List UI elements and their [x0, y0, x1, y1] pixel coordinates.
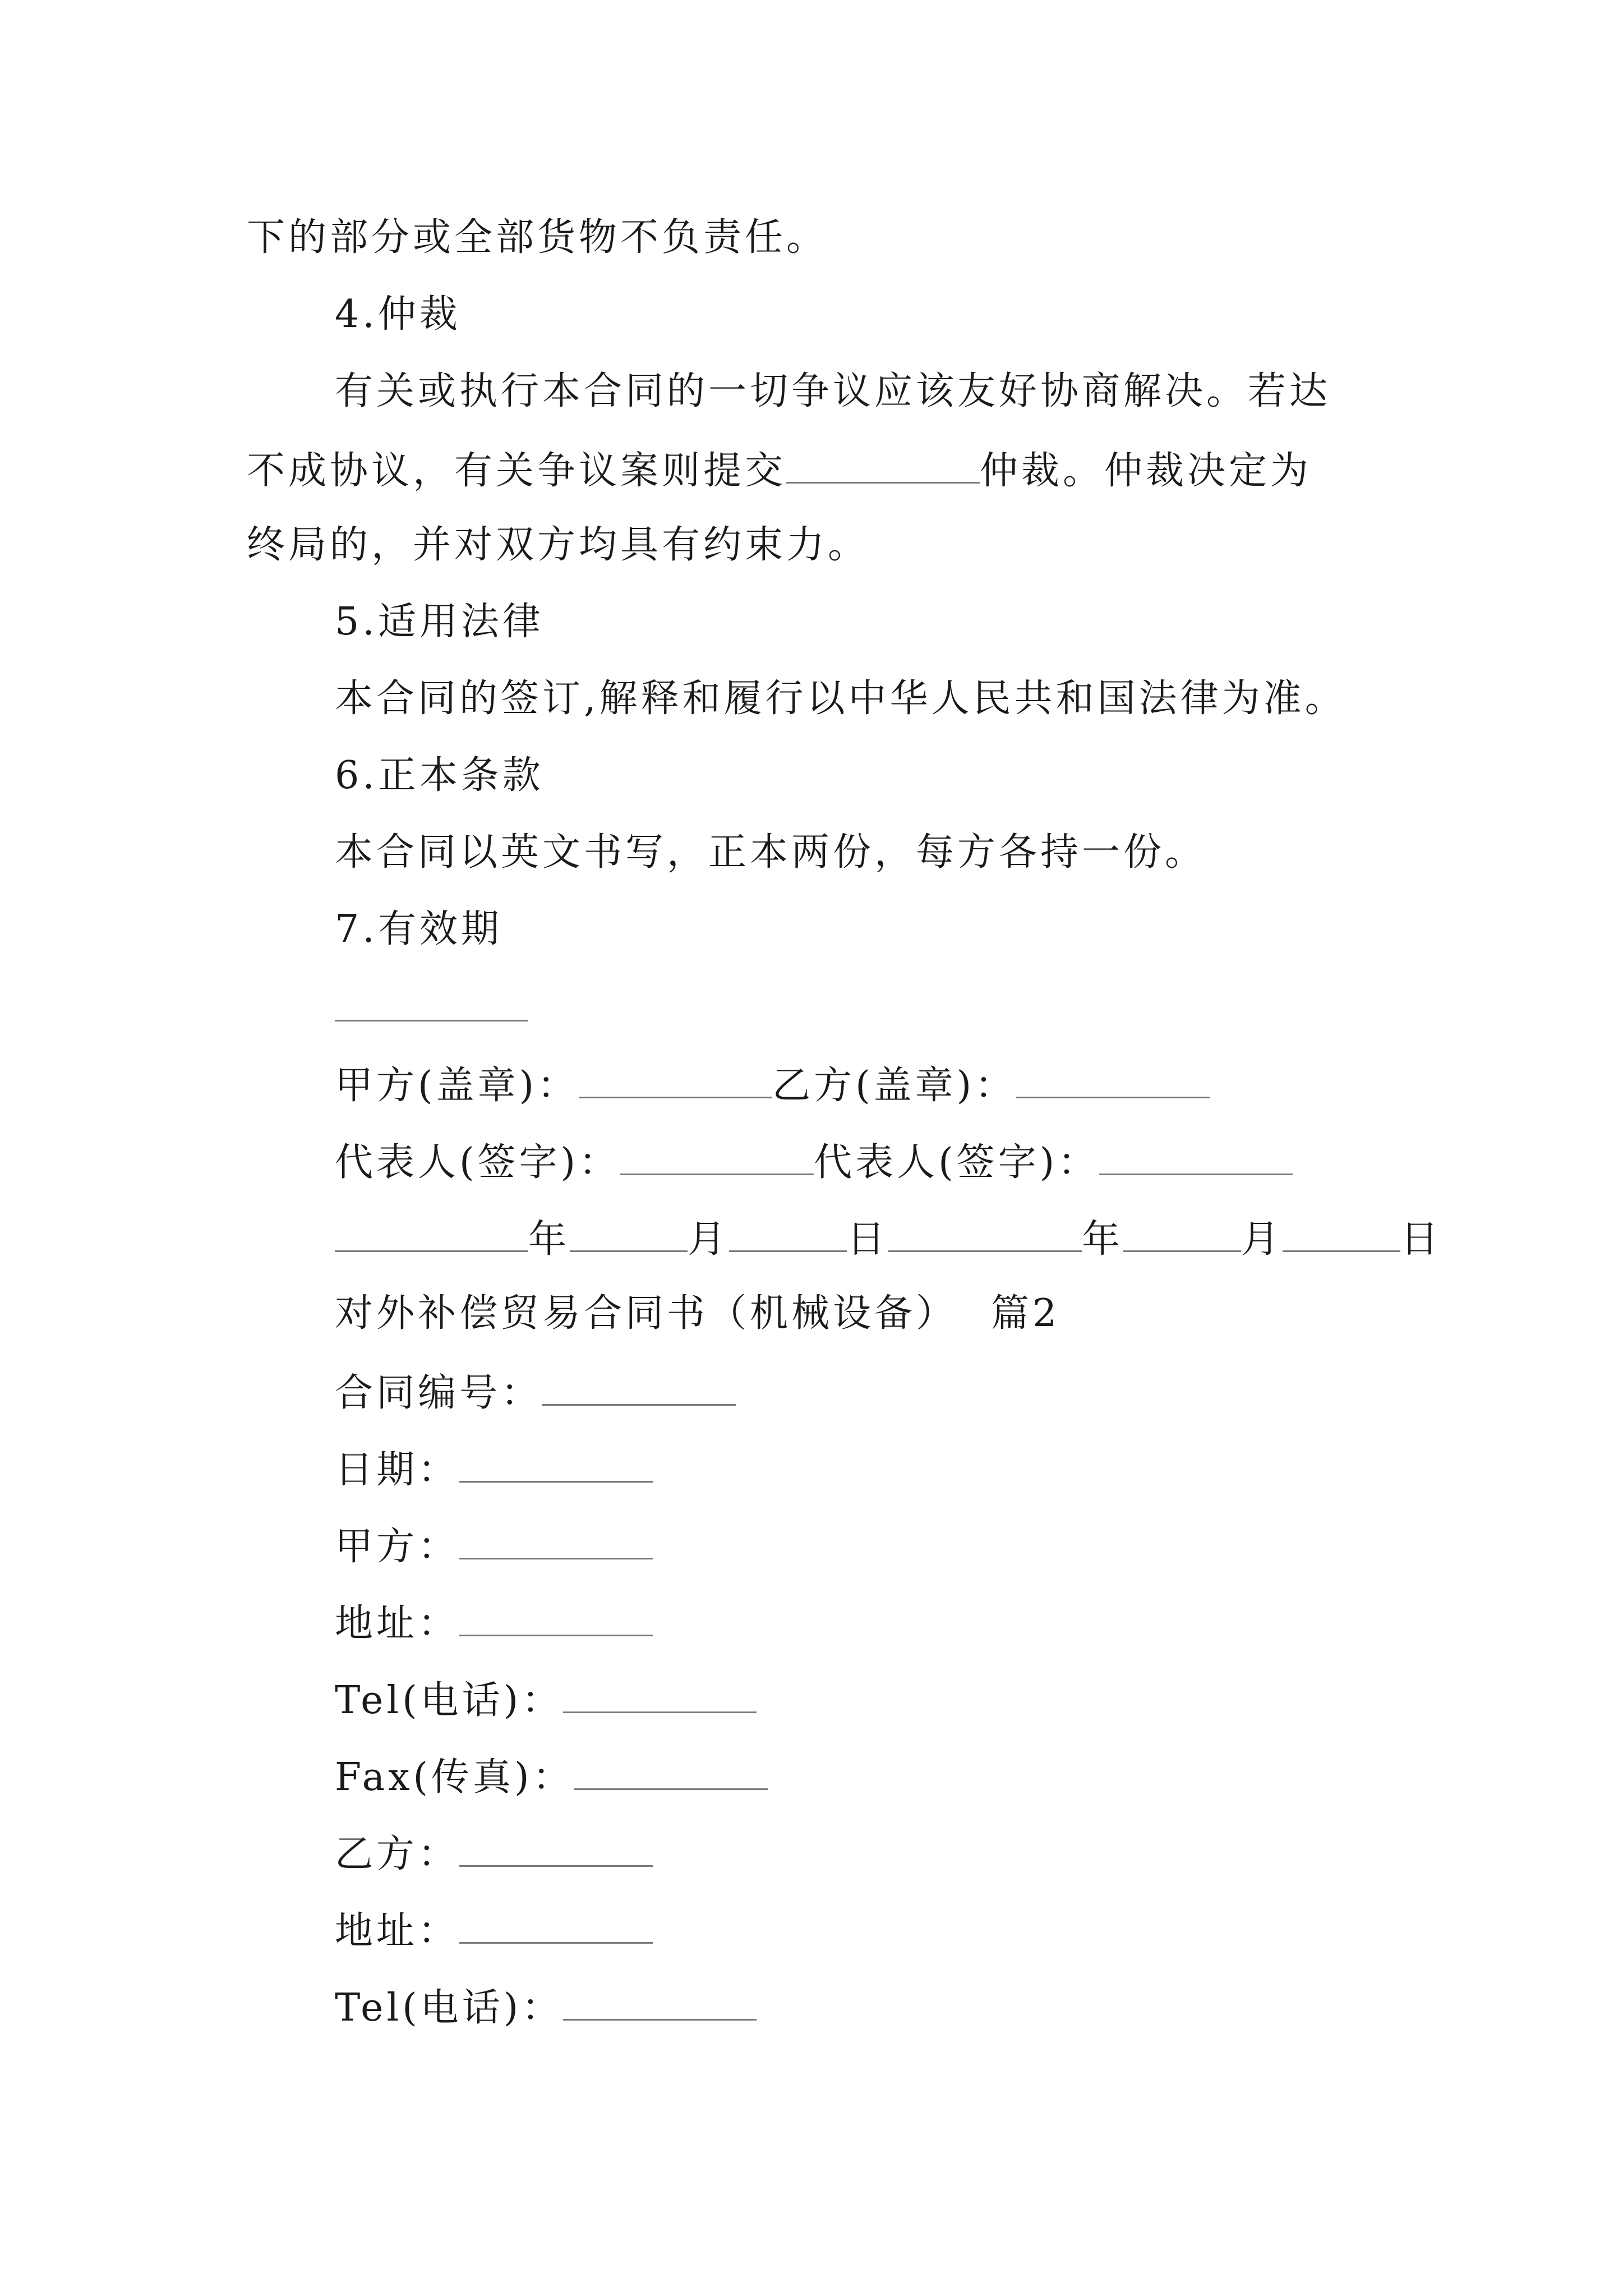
section-number: 篇2 [991, 1291, 1061, 1336]
party-a-month-blank[interactable] [570, 1218, 688, 1252]
text-line: 终局的，并对双方均具有约束力。 [247, 523, 870, 567]
field-label: Tel(电话)： [335, 1678, 564, 1723]
contract-number-field [335, 1371, 736, 1415]
validity-blank[interactable] [335, 987, 528, 1022]
party-a-tel-field [335, 1678, 757, 1723]
party-b-field [335, 1833, 653, 1874]
text-line: 下的部分或全部货物不负责任。 [247, 215, 828, 260]
field-label: 合同编号： [335, 1371, 543, 1415]
date-field [335, 1448, 653, 1492]
month-label: 月 [688, 1217, 730, 1262]
party-b-representative-label: 代表人(签字)： [814, 1140, 1100, 1185]
text-line: 本合同以英文书写，正本两份，每方各持一份。 [335, 830, 1207, 875]
party-a-field [335, 1525, 653, 1569]
party-a-seal-label: 甲方(盖章)： [335, 1064, 579, 1108]
field-label: Fax(传真)： [335, 1755, 574, 1800]
month-label: 月 [1241, 1217, 1283, 1262]
field-label: 地址： [335, 1602, 460, 1646]
heading-text: 6.正本条款 [335, 753, 544, 798]
validity-blank-line [335, 987, 528, 1028]
field-label: 日期： [335, 1448, 460, 1492]
party-a-day-blank[interactable] [729, 1218, 847, 1252]
contract-heading [335, 1291, 1061, 1336]
contract-number-blank[interactable] [542, 1372, 736, 1406]
clause-heading-applicable-law [335, 600, 544, 644]
heading-text: 4.仲裁 [335, 292, 461, 337]
party-a-year-blank[interactable] [335, 1218, 528, 1252]
party-b-tel-blank[interactable] [563, 1986, 757, 2021]
arbitration-body-blank[interactable] [786, 449, 980, 484]
year-label: 年 [528, 1217, 570, 1262]
field-label: 乙方： [335, 1832, 460, 1876]
party-a-blank[interactable] [459, 1525, 653, 1559]
field-label: 甲方： [335, 1525, 460, 1569]
original-copies-text [335, 830, 1207, 875]
applicable-law-text [335, 677, 1347, 721]
party-a-tel-blank[interactable] [563, 1679, 757, 1713]
party-b-month-blank[interactable] [1123, 1218, 1241, 1252]
clause-heading-original-copies [335, 753, 544, 798]
arbitration-text-line-1 [335, 369, 1331, 413]
party-a-fax-field [335, 1755, 768, 1800]
text-line: 有关或执行本合同的一切争议应该友好协商解决。若达 [335, 369, 1331, 413]
party-b-tel-field [335, 1986, 757, 2030]
party-a-address-field [335, 1602, 653, 1646]
heading-text: 7.有效期 [335, 907, 502, 951]
party-b-representative-blank[interactable] [1099, 1141, 1293, 1175]
date-blank[interactable] [459, 1448, 653, 1483]
party-a-representative-blank[interactable] [620, 1141, 814, 1175]
party-b-blank[interactable] [459, 1833, 653, 1867]
clause-heading-validity [335, 907, 502, 951]
field-label: 地址： [335, 1909, 460, 1953]
seal-line [335, 1064, 1210, 1108]
party-a-address-blank[interactable] [459, 1602, 653, 1636]
field-label: Tel(电话)： [335, 1986, 564, 2030]
party-a-seal-blank[interactable] [579, 1064, 772, 1098]
heading-text: 5.适用法律 [335, 600, 544, 644]
arbitration-text-line-3 [247, 523, 870, 567]
party-b-address-blank[interactable] [459, 1910, 653, 1944]
day-label: 日 [847, 1217, 889, 1262]
text-line: 仲裁。仲裁决定为 [980, 449, 1312, 493]
year-label: 年 [1082, 1217, 1124, 1262]
representative-line [335, 1140, 1293, 1185]
party-b-seal-label: 乙方(盖章)： [772, 1064, 1017, 1108]
day-label: 日 [1400, 1217, 1442, 1262]
paragraph-continuation [247, 215, 828, 260]
party-b-day-blank[interactable] [1283, 1218, 1400, 1252]
text-line: 本合同的签订,解释和履行以中华人民共和国法律为准。 [335, 677, 1347, 721]
party-b-address-field [335, 1909, 653, 1953]
clause-heading-arbitration [335, 292, 461, 337]
party-b-year-blank[interactable] [888, 1218, 1082, 1252]
party-a-representative-label: 代表人(签字)： [335, 1140, 621, 1185]
party-b-seal-blank[interactable] [1016, 1064, 1210, 1098]
text-line: 不成协议，有关争议案则提交 [247, 449, 787, 493]
arbitration-text-line-2 [247, 449, 1312, 493]
date-line [335, 1217, 1442, 1262]
contract-title: 对外补偿贸易合同书（机械设备） [335, 1291, 958, 1336]
party-a-fax-blank[interactable] [574, 1756, 768, 1790]
